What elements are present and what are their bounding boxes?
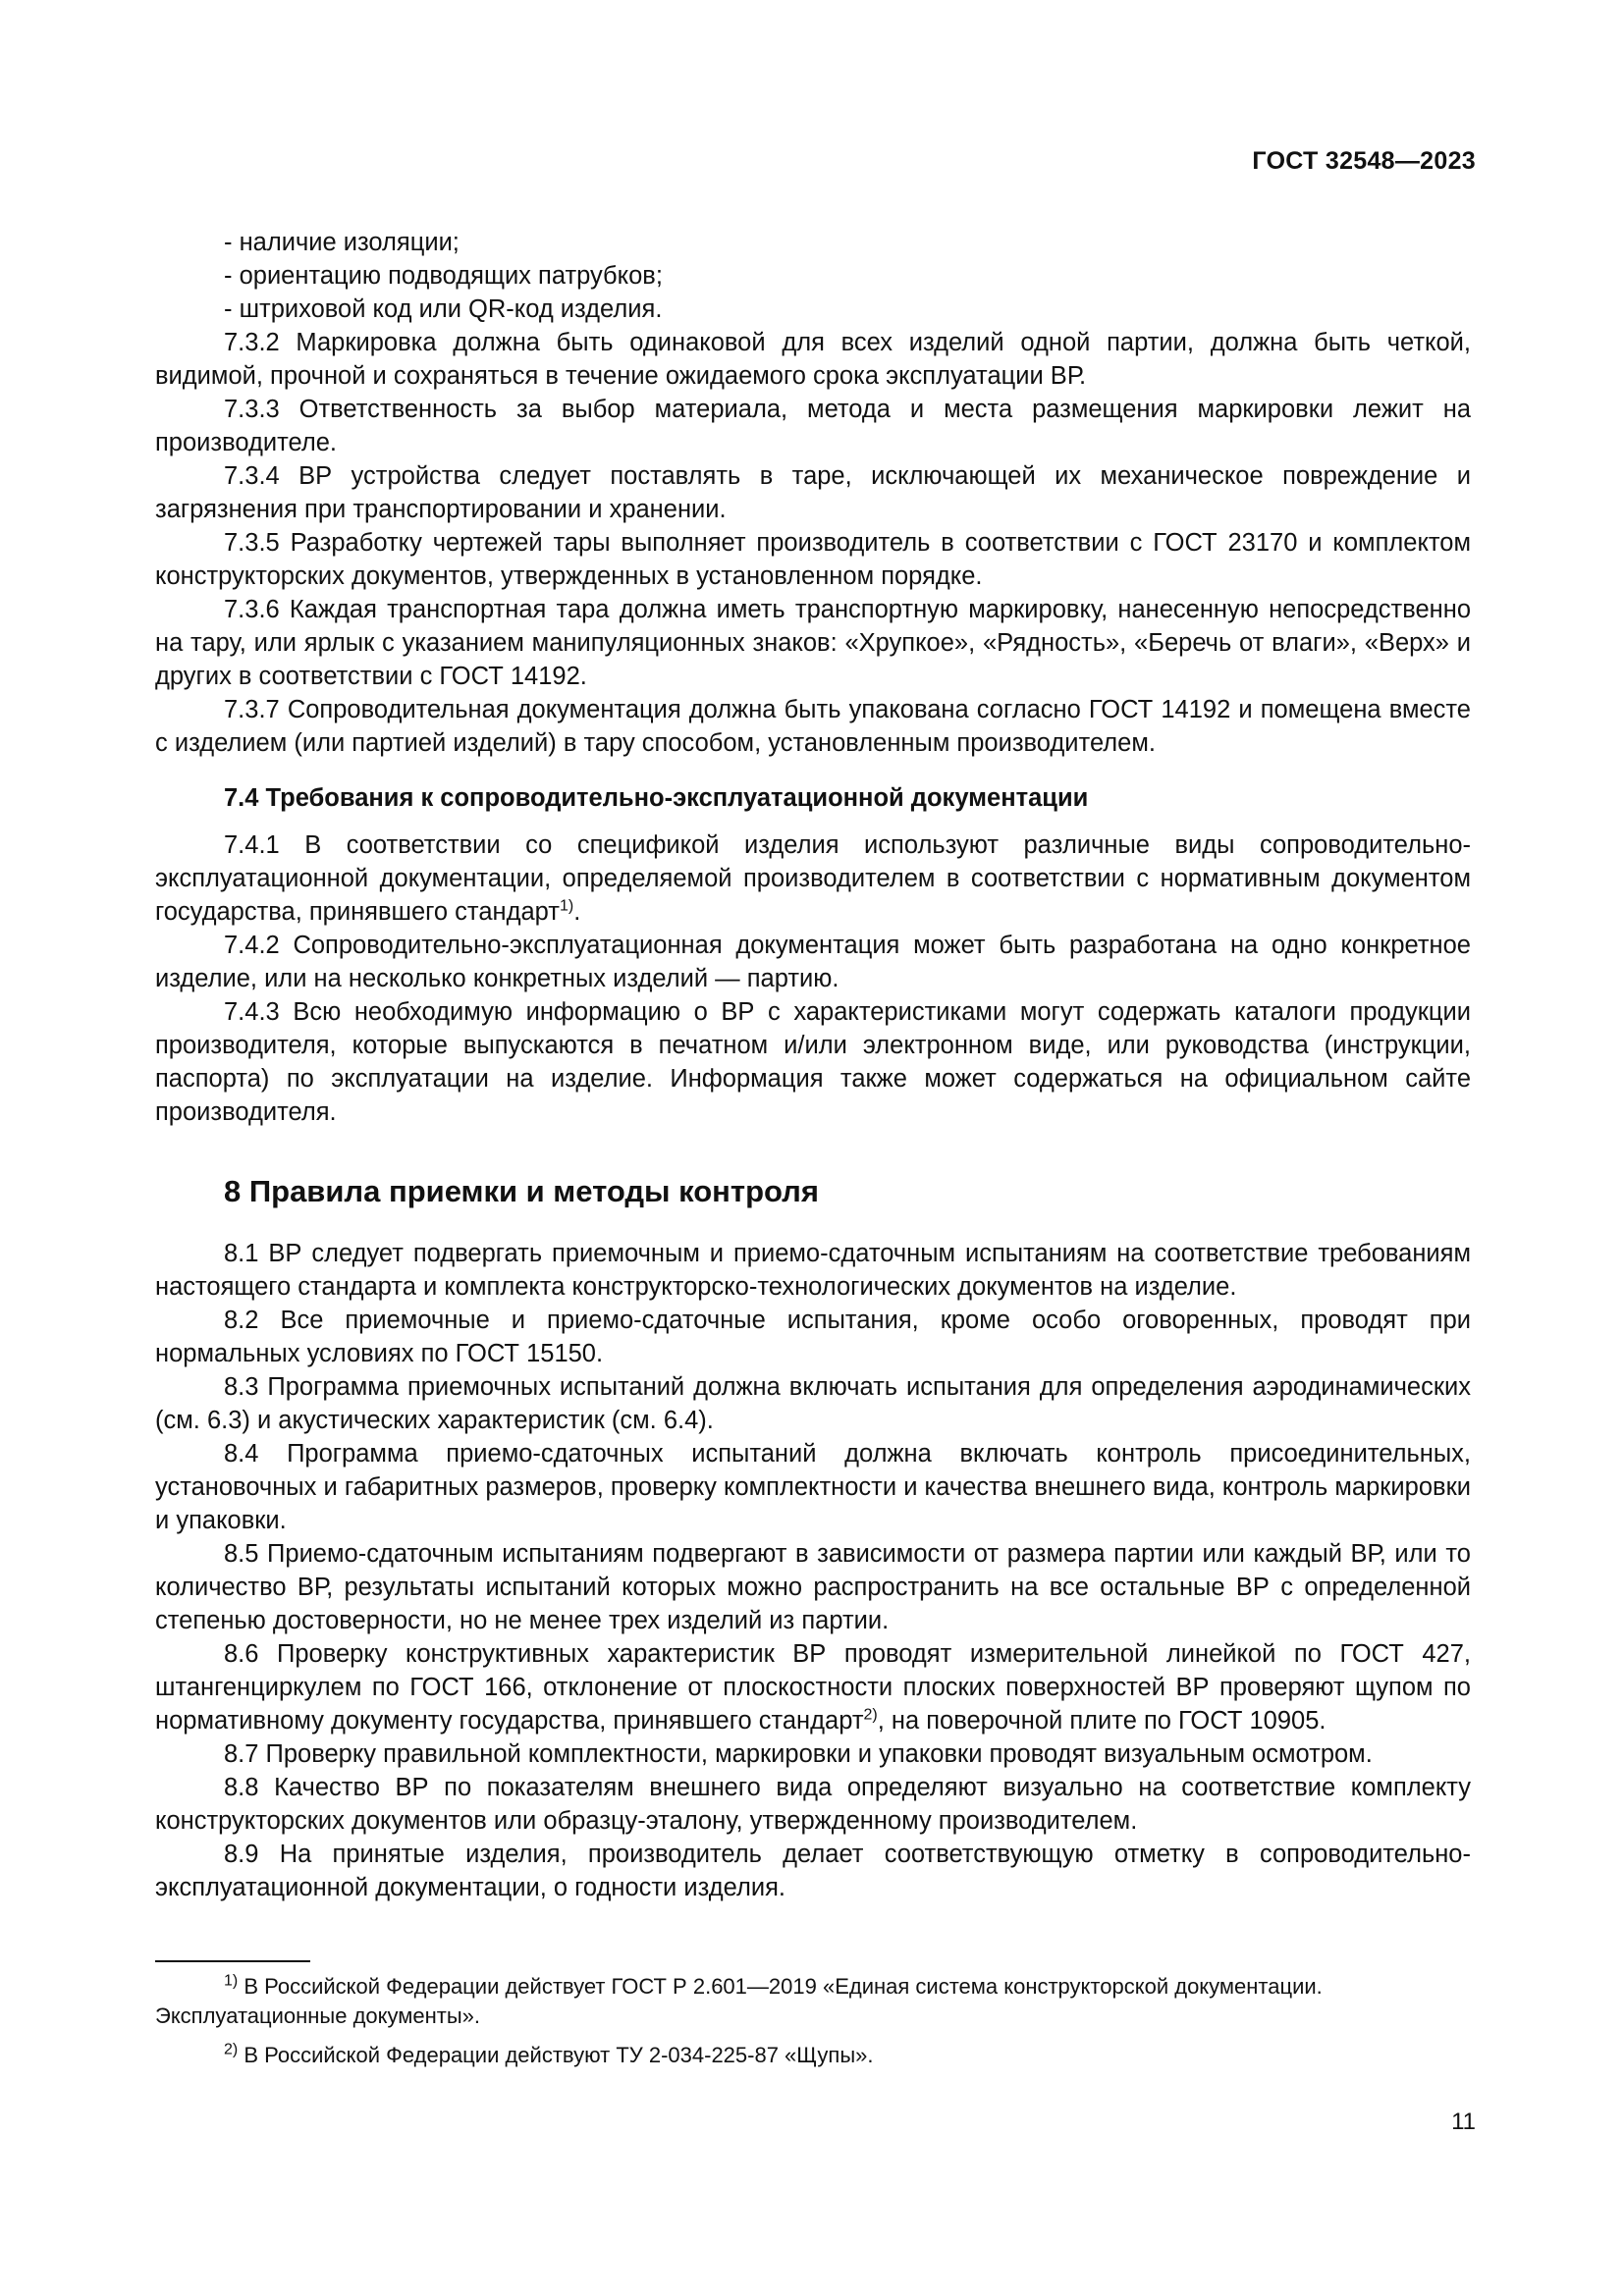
footnote-2 bbox=[155, 2041, 1471, 2070]
paragraph-7-3-5: 7.3.5 Разработку чертежей тары выполняет производитель в соответствии с ГОСТ 23170 и комплектом конструкторских документов, утвержденных в установленном порядке. bbox=[155, 529, 1471, 590]
paragraph-8-4: 8.4 Программа приемо-сдаточных испытаний должна включать контроль присоединительных, установочных и габаритных размеров, проверку комплектности и качества внешнего вида, контроль маркировки и упаковки. bbox=[155, 1440, 1471, 1534]
paragraph-8-6 bbox=[155, 1637, 1471, 1737]
footnote-ref-2: 2) bbox=[863, 1706, 878, 1724]
footnote-1-continued: Эксплуатационные документы». bbox=[155, 2003, 481, 2028]
paragraph-8-5: 8.5 Приемо-сдаточным испытаниям подвергают в зависимости от размера партии или каждый ВР, или то количество ВР, результаты испытаний которых можно распространить на все остальные ВР с определенной степенью достоверности, но не менее трех изделий из партии. bbox=[155, 1540, 1471, 1634]
paragraph-7-4-1 bbox=[155, 828, 1471, 929]
section-heading-8: 8 Правила приемки и методы контроля bbox=[224, 1174, 819, 1208]
paragraph-7-3-2: 7.3.2 Маркировка должна быть одинаковой для всех изделий одной партии, должна быть четкой, видимой, прочной и сохраняться в течение ожидаемого срока эксплуатации ВР. bbox=[155, 329, 1471, 390]
document-body bbox=[155, 226, 1471, 1904]
paragraph-7-4-2: 7.4.2 Сопроводительно-эксплуатационная документация может быть разработана на одно конкретное изделие, или на несколько конкретных изделий — партию. bbox=[155, 932, 1471, 992]
paragraph-7-3-6: 7.3.6 Каждая транспортная тара должна иметь транспортную маркировку, нанесенную непосредственно на тару, или ярлык с указанием манипуляционных знаков: «Хрупкое», «Рядность», «Беречь от влаги», «Верх» и других в соответствии с ГОСТ 14192. bbox=[155, 596, 1471, 690]
paragraph-8-6-text: 8.6 Проверку конструктивных характеристик ВР проводят измерительной линейкой по ГОСТ 427, штангенциркулем по ГОСТ 166, отклонение от плоскостности плоских поверхностей ВР проверяют щупом по нормативному документу государства, принявшего стандарт bbox=[155, 1640, 1471, 1735]
paragraph-8-7: 8.7 Проверку правильной комплектности, маркировки и упаковки проводят визуальным осмотром. bbox=[224, 1740, 1373, 1768]
footnote-ref-1: 1) bbox=[559, 897, 574, 915]
paragraph-7-4-1-text: 7.4.1 В соответствии со спецификой изделия используют различные виды сопроводительно-эксплуатационной документации, определяемой производителем в соответствии с нормативным документом государства, принявшего стандарт bbox=[155, 831, 1471, 926]
paragraph-7-3-3: 7.3.3 Ответственность за выбор материала, метода и места размещения маркировки лежит на производителе. bbox=[155, 396, 1471, 456]
paragraph-7-3-4: 7.3.4 ВР устройства следует поставлять в таре, исключающей их механическое повреждение и загрязнения при транспортировании и хранении. bbox=[155, 462, 1471, 523]
paragraph-7-3-7: 7.3.7 Сопроводительная документация должна быть упакована согласно ГОСТ 14192 и помещена вместе с изделием (или партией изделий) в тару способом, установленным производителем. bbox=[155, 696, 1471, 757]
paragraph-8-1: 8.1 ВР следует подвергать приемочным и приемо-сдаточным испытаниям на соответствие требованиям настоящего стандарта и комплекта конструкторско-технологических документов на изделие. bbox=[155, 1240, 1471, 1301]
subsection-heading-7-4: 7.4 Требования к сопроводительно-эксплуатационной документации bbox=[224, 784, 1089, 812]
footnote-2-text: В Российской Федерации действуют ТУ 2-034-225-87 «Щупы». bbox=[238, 2043, 874, 2067]
paragraph-8-9: 8.9 На принятые изделия, производитель делает соответствующую отметку в сопроводительно-эксплуатационной документации, о годности изделия. bbox=[155, 1841, 1471, 1901]
paragraph-8-3: 8.3 Программа приемочных испытаний должна включать испытания для определения аэродинамических (см. 6.3) и акустических характеристик (см. 6.4). bbox=[155, 1373, 1471, 1434]
list-item: - наличие изоляции; bbox=[224, 229, 460, 256]
footnote-divider bbox=[155, 1960, 310, 1962]
paragraph-8-6-end: , на поверочной плите по ГОСТ 10905. bbox=[877, 1707, 1326, 1735]
document-header: ГОСТ 32548—2023 bbox=[1252, 147, 1476, 175]
list-item: - штриховой код или QR-код изделия. bbox=[224, 295, 663, 323]
footnotes bbox=[155, 1960, 1471, 2070]
paragraph-8-2: 8.2 Все приемочные и приемо-сдаточные испытания, кроме особо оговоренных, проводят при нормальных условиях по ГОСТ 15150. bbox=[155, 1307, 1471, 1367]
page-number: 11 bbox=[1451, 2109, 1476, 2135]
footnote-2-mark: 2) bbox=[224, 2041, 239, 2058]
footnote-1-text: В Российской Федерации действует ГОСТ Р 2.601—2019 «Единая система конструкторской документации. bbox=[238, 1974, 1323, 1999]
paragraph-8-8: 8.8 Качество ВР по показателям внешнего вида определяют визуально на соответствие комплекту конструкторских документов или образцу-эталону, утвержденному производителем. bbox=[155, 1774, 1471, 1835]
footnote-1-mark: 1) bbox=[224, 1972, 239, 1990]
list-item: - ориентацию подводящих патрубков; bbox=[224, 262, 663, 290]
footnote-1 bbox=[155, 1972, 1471, 2002]
paragraph-7-4-1-end: . bbox=[573, 898, 581, 926]
paragraph-7-4-3: 7.4.3 Всю необходимую информацию о ВР с характеристиками могут содержать каталоги продукции производителя, которые выпускаются в печатном и/или электронном виде, или руководства (инструкции, паспорта) по эксплуатации на изделие. Информация также может содержаться на официальном сайте производителя. bbox=[155, 998, 1471, 1126]
